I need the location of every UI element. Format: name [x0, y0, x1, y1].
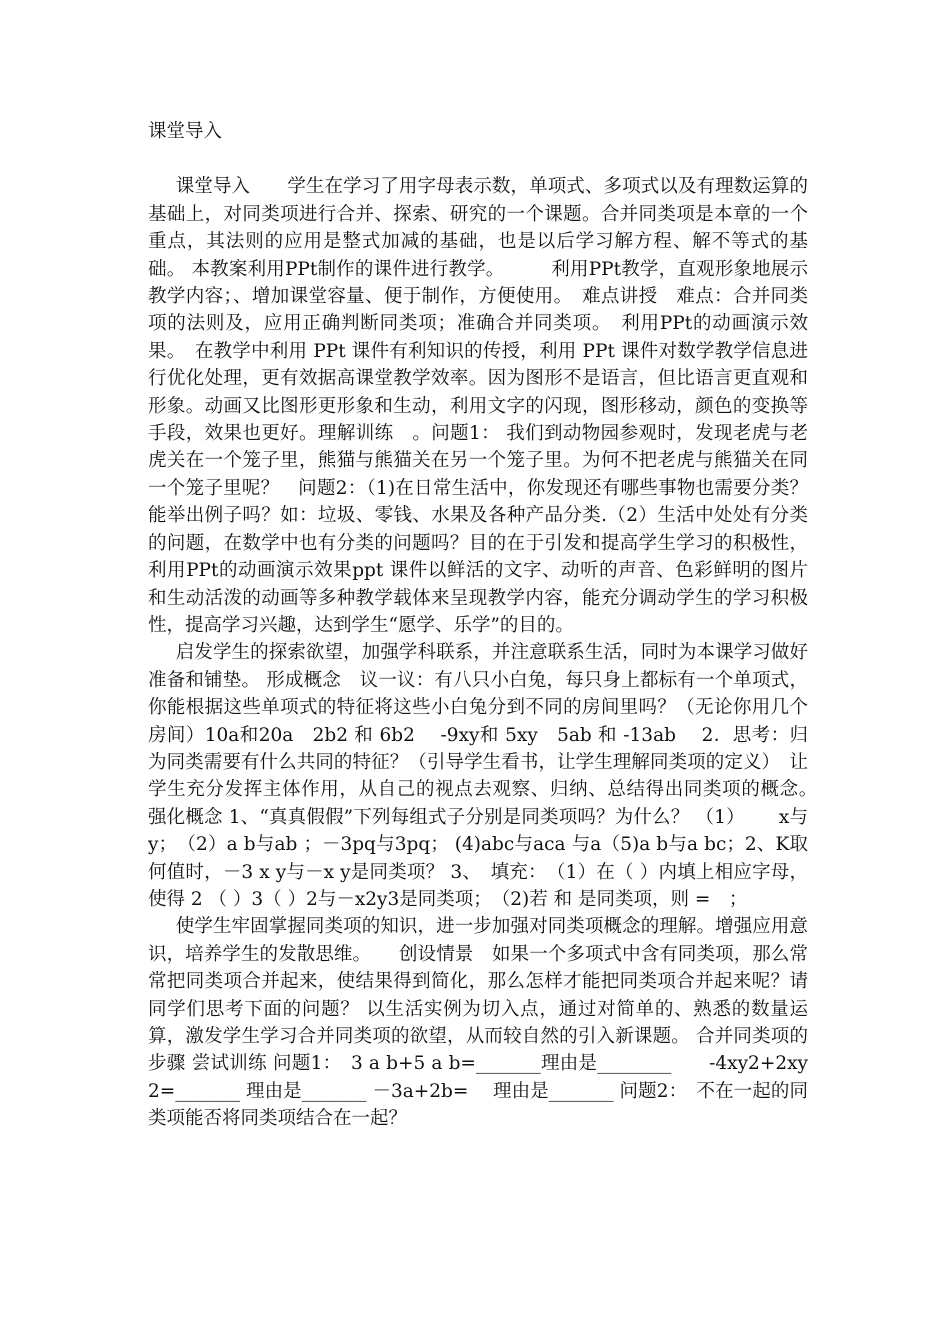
document-page: [148, 118, 846, 1133]
paragraph-introduction: 课堂导入 学生在学习了用字母表示数，单项式、多项式以及有理数运算的基础上，对同类项进行合并、探索、研究的一个课题。合并同类项是本章的一个重点，其法则的应用是整式加减的基础，也是以后学习解方程、解不等式的基础。 本教案利用PPt制作的课件进行教学。 利用PPt教学，直观形象地展示教学内容；、增加课堂容量、便于制作，方便使用。 难点讲授 难点：合并同类项的法则及，应用正确判断同类项；准确合并同类项。 利用PPt的动画演示效果。 在教学中利用 PPt 课件有利知识的传授，利用 PPt 课件对数学教学信息进行优化处理，更有效据高课堂教学效率。因为图形不是语言，但比语言更直观和形象。动画又比图形更形象和生动，利用文字的闪现，图形移动，颜色的变换等手段，效果也更好。理解训练 。问题1： 我们到动物园参观时，发现老虎与老虎关在一个笼子里，熊猫与熊猫关在另一个笼子里。为何不把老虎与熊猫关在同一个笼子里呢？ 问题2：（1)在日常生活中，你发现还有哪些事物也需要分类？能举出例子吗？如：垃圾、零钱、水果及各种产品分类.（2）生活中处处有分类的问题，在数学中也有分类的问题吗？目的在于引发和提高学生学习的积极性， 利用PPt的动画演示效果ppt 课件以鲜活的文字、动听的声音、色彩鲜明的图片和生动活泼的动画等多种教学载体来呈现教学内容，能充分调动学生的学习积极性，提高学习兴趣，达到学生“愿学、乐学”的目的。: [148, 176, 808, 636]
document-title: 课堂导入: [148, 121, 223, 142]
paragraph-practice: 使学生牢固掌握同类项的知识，进一步加强对同类项概念的理解。增强应用意识，培养学生的发散思维。 创设情景 如果一个多项式中含有同类项，那么常常把同类项合并起来，使结果得到简化，那么怎样才能把同类项合并起来呢？请同学们思考下面的问题？ 以生活实例为切入点，通过对简单的、熟悉的数量运算，激发学生学习合并同类项的欲望，从而较自然的引入新课题。 合并同类项的步骤 尝试训练 问题1： 3 a b+5 a b=_______理由是________ -4xy2+2xy2=_______ 理由是_______ －3a+2b= 理由是_______ 问题2： 不在一起的同类项能否将同类项结合在一起？: [148, 916, 808, 1130]
paragraph-concept: 启发学生的探索欲望，加强学科联系，并注意联系生活，同时为本课学习做好准备和铺垫。 形成概念 议一议：有八只小白兔，每只身上都标有一个单项式，你能根据这些单项式的特征将这些小白兔分到不同的房间里吗？（无论你用几个房间）10a和20a 2b2 和 6b2 -9xy和 5xy 5ab 和 -13ab 2．思考：归为同类需要有什么共同的特征？（引导学生看书，让学生理解同类项的定义） 让学生充分发挥主体作用，从自己的视点去观察、归纳、总结得出同类项的概念。 强化概念 1、“真真假假”下列每组式子分别是同类项吗？为什么？ （1） x与y； （2）a b与ab ；－3pq与3pq； (4)abc与aca 与a（5)a b与a bc；2、K取何值时，－3 x y与－x y是同类项？ 3、 填充： （1）在（ ）内填上相应字母，使得 2 （ ）3（ ）2与－x2y3是同类项； （2)若 和 是同类项，则 = ；: [148, 642, 846, 910]
